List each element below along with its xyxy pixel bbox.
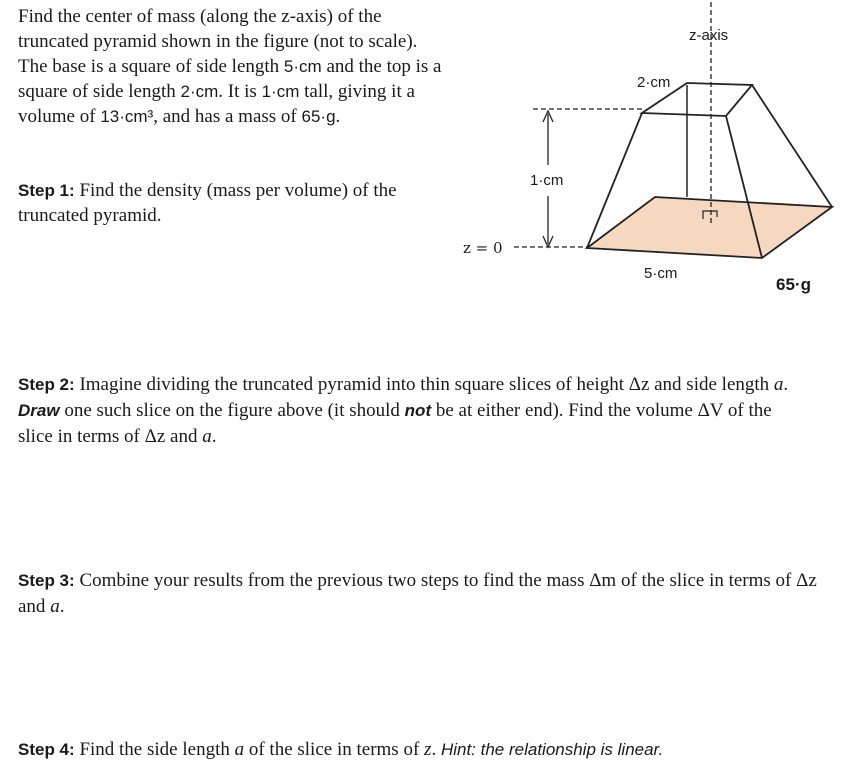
step-3: Step 3: Combine your results from the previous two steps to find the mass Δm of the slice in terms of Δz and a.: [18, 570, 817, 617]
height-label: 1·cm: [530, 172, 564, 189]
pyramid-base: [587, 197, 832, 258]
step-4-label: Step 4:: [18, 740, 75, 759]
step-4-hint: Hint: the relationship is linear.: [440, 740, 664, 759]
base-length: 5·cm: [283, 57, 322, 76]
base-side-label: 5·cm: [644, 265, 678, 282]
step-4: Step 4: Find the side length a of the slice in terms of z. Hint: the relationship is linear.: [18, 739, 664, 760]
step-2-label: Step 2:: [18, 375, 75, 394]
volume-value: 13·cm³: [100, 107, 154, 126]
pyramid-edge-back-right: [752, 85, 832, 207]
top-length: 2·cm: [180, 82, 219, 101]
z-zero-label: z = 0: [463, 239, 503, 257]
mass-label: 65·g: [776, 275, 811, 294]
step-1-label: Step 1:: [18, 181, 75, 200]
step-3-label: Step 3:: [18, 571, 75, 590]
z-axis-label: z-axis: [689, 27, 729, 44]
problem-intro: Find the center of mass (along the z-axis) of the truncated pyramid shown in the figure (not to scale). The base is a square of side length 5·cm and the top is a square of side length 2·cm. It is 1·cm tall, giving it a volume of 13·cm³, and has a mass of 65·g.: [18, 6, 442, 127]
top-side-label: 2·cm: [637, 74, 671, 91]
step-1: Step 1: Find the density (mass per volume) of the truncated pyramid.: [18, 180, 397, 226]
truncated-pyramid-figure: [0, 0, 850, 320]
mass-value: 65·g: [301, 107, 336, 126]
not-emphasis: not: [404, 401, 432, 420]
step-2: Step 2: Imagine dividing the truncated pyramid into thin square slices of height Δz and side length a. Draw one such slice on the figure above (it should not be at either end). Find the volume ΔV of the slice in terms of Δz and a.: [18, 374, 789, 447]
draw-emphasis: Draw: [18, 401, 60, 420]
height-value: 1·cm: [261, 82, 300, 101]
